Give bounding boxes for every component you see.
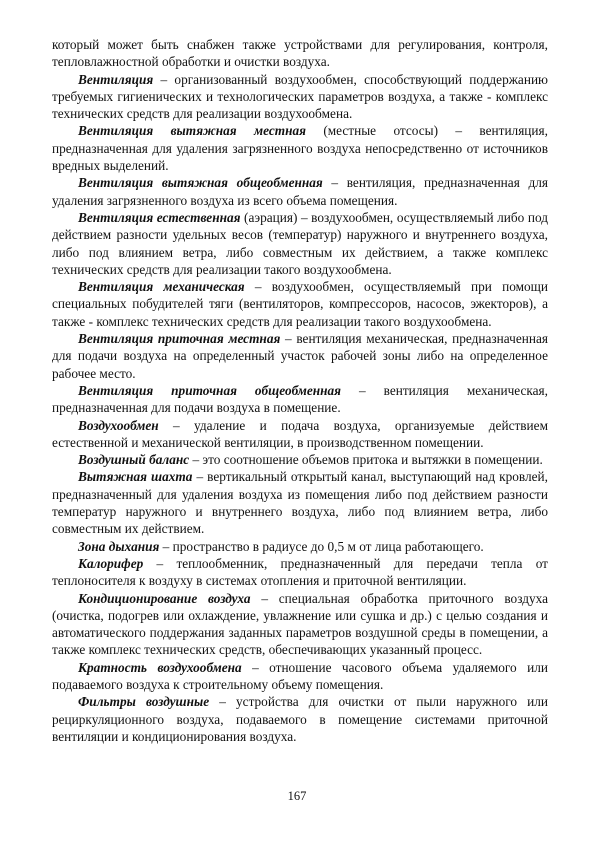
definition-text: – организованный воздухообмен, способствующий поддержанию требуемых гигиенических и технологических параметров воздуха, а также - комплекс технических средств для реализации воздухообмена. (52, 71, 548, 122)
definition-term: Воздухообмен (78, 417, 159, 433)
definition-paragraph (52, 555, 548, 590)
definition-text: – вертикальный открытый канал, выступающий над кровлей, предназначенный для удаления воздуха из помещения либо под действием разности температур наружного и внутреннего воздуха, либо под влиянием ветра, либо совместным их действием. (52, 469, 548, 537)
definition-term: Вентиляция (78, 71, 154, 87)
definition-term: Воздушный баланс (78, 452, 190, 468)
definition-paragraph (52, 174, 548, 209)
definition-text: – отношение часового объема удаляемого или подаваемого воздуха к строительному объему помещения. (52, 659, 548, 692)
definition-term: Кондиционирование воздуха (78, 590, 251, 606)
definition-text: – вентиляция механическая, предназначенная для подачи воздуха на определенный участок рабочей зоны либо на определенное рабочее место. (52, 331, 548, 381)
page-body (52, 36, 548, 745)
definition-term: Кратность воздухообмена (78, 659, 242, 675)
definition-term: Вентиляция вытяжная общеобменная (78, 175, 323, 191)
definitions-list (52, 71, 548, 746)
definition-text: – теплообменник, предназначенный для передачи тепла от теплоносителя к воздуху в системах отопления и приточной вентиляции. (52, 555, 548, 589)
definition-text: – вентиляция механическая, предназначенная для подачи воздуха в помещение. (52, 382, 548, 416)
definition-paragraph (52, 122, 548, 174)
definition-term: Фильтры воздушные (78, 694, 210, 710)
definition-term: Вытяжная шахта (78, 469, 193, 485)
definition-paragraph (52, 659, 548, 694)
definition-term: Вентиляция вытяжная местная (78, 123, 306, 139)
definition-term: Вентиляция приточная общеобменная (78, 382, 342, 398)
definition-text: – удаление и подача воздуха, организуемые действием естественной и механической вентиляции, в производственном помещении. (52, 417, 548, 450)
page-number: 167 (287, 789, 307, 803)
definition-term: Вентиляция приточная местная (78, 331, 281, 347)
definition-paragraph (52, 693, 548, 745)
definition-text: – устройства для очистки от пыли наружного или рециркуляционного воздуха, подаваемого в помещение системами приточной вентиляции и кондиционирования воздуха. (52, 694, 548, 744)
definition-paragraph (52, 278, 548, 330)
definition-text: – это соотношение объемов притока и вытяжки в помещении. (189, 452, 543, 468)
definition-text: – специальная обработка приточного воздуха (очистка, подогрев или охлаждение, увлажнение или сушка и др.) с целью создания и автоматического поддержания заданных параметров воздушной среды в помещении, а также комплекс технических средств, обеспечивающих указанный процесс. (52, 590, 548, 658)
definition-term: Зона дыхания (78, 538, 160, 554)
definition-text: (аэрация) – воздухообмен, осуществляемый либо под действием разности удельных весов (температур) наружного и внутреннего воздуха, либо под влиянием ветра, либо совместным их действием, а также комплекс технических средств для реализации такого воздухообмена. (52, 209, 548, 277)
definition-paragraph (52, 417, 548, 452)
lead-paragraph: который может быть снабжен также устройствами для регулирования, контроля, тепловлажностной обработки и очистки воздуха. (52, 37, 548, 70)
definition-paragraph (52, 451, 548, 468)
definition-text: – пространство в радиусе до 0,5 м от лица работающего. (159, 538, 484, 554)
definition-paragraph (52, 209, 548, 278)
definition-text: (местные отсосы) – вентиляция, предназначенная для удаления загрязненного воздуха непосредственно от источников вредных выделений. (52, 123, 548, 174)
definition-paragraph (52, 590, 548, 659)
definition-paragraph (52, 538, 548, 555)
definition-paragraph (52, 468, 548, 537)
definition-term: Вентиляция механическая (78, 279, 245, 295)
definition-paragraph (52, 71, 548, 123)
definition-text: – воздухообмен, осуществляемый при помощи специальных побудителей тяги (вентиляторов, компрессоров, насосов, эжекторов), а также - комплекс технических средств для реализации такого воздухообмена. (52, 279, 549, 329)
definition-text: – вентиляция, предназначенная для удаления загрязненного воздуха из всего объема помещения. (52, 175, 548, 208)
definition-paragraph (52, 382, 548, 417)
definition-term: Вентиляция естественная (78, 209, 241, 225)
definition-term: Калорифер (78, 555, 144, 571)
definition-paragraph (52, 330, 548, 382)
